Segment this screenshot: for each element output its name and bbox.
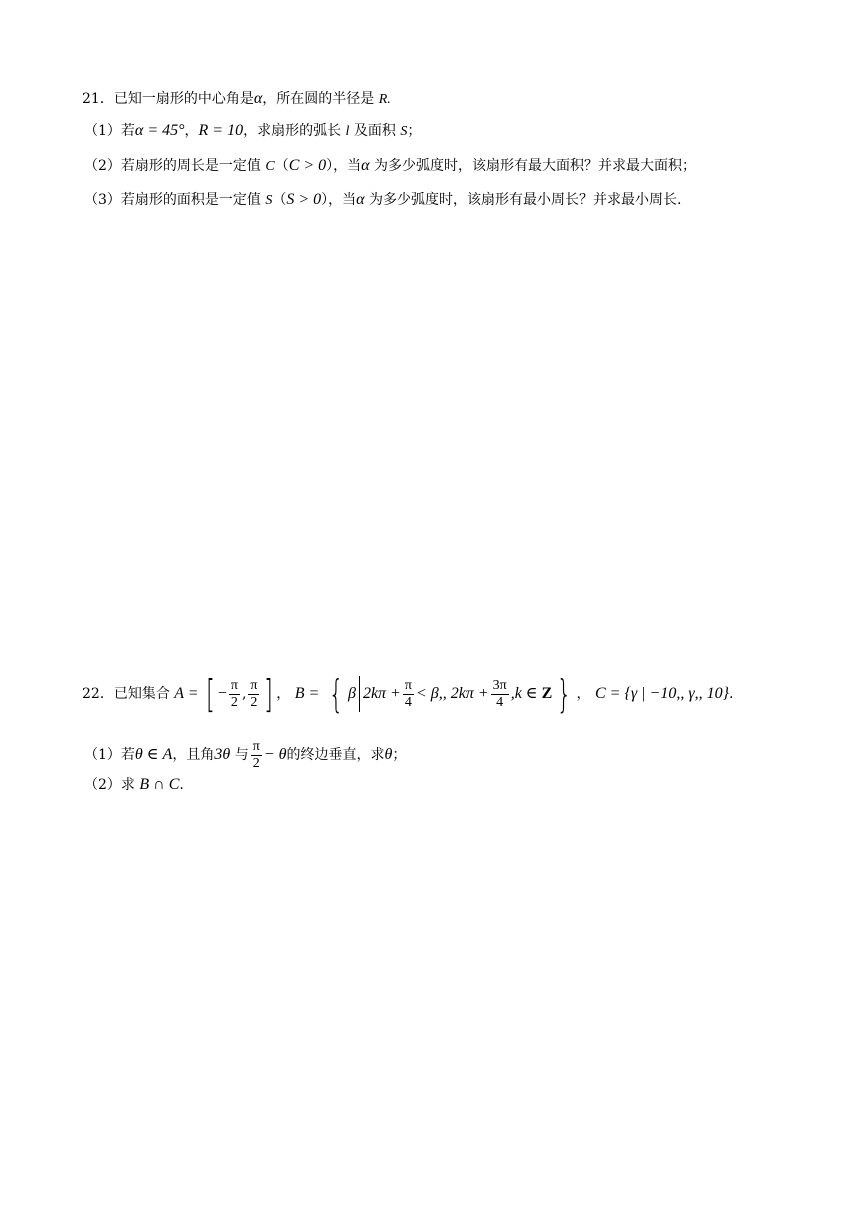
comma: , xyxy=(241,686,247,702)
denominator: 4 xyxy=(496,694,504,710)
part-text: 为多少弧度时，该扇形有最小周长？并求最小周长. xyxy=(364,192,682,208)
set-a-label: A = xyxy=(174,685,199,702)
integers-symbol: Z xyxy=(541,685,553,702)
part-text: ，当 xyxy=(333,158,362,174)
part-label: （2）若扇形的周长是一定值 xyxy=(84,158,266,174)
part-label: （2）求 xyxy=(84,777,140,793)
part-label: （1）若 xyxy=(84,123,135,139)
question-21-part-2 xyxy=(84,156,696,177)
minus-theta: − θ xyxy=(263,746,287,763)
three-theta: 3θ xyxy=(214,746,231,763)
part-text: ，当 xyxy=(328,192,357,208)
denominator: 2 xyxy=(252,755,260,771)
paren: ） xyxy=(321,192,329,208)
part-text: 为多少弧度时，该扇形有最大面积？并求最大面积； xyxy=(369,158,697,174)
separator: ， xyxy=(184,123,199,139)
question-22-title xyxy=(82,674,734,714)
question-21-text: 21．已知一扇形的中心角是 xyxy=(82,91,254,107)
area-condition: S > 0 xyxy=(286,191,322,208)
numerator: π xyxy=(230,677,238,693)
numerator: 3π xyxy=(492,677,507,693)
part-label: （1）若 xyxy=(84,747,135,763)
area-symbol: S xyxy=(265,193,273,208)
set-builder-bar xyxy=(359,676,360,712)
alpha-equation: α = 45° xyxy=(134,122,185,139)
perimeter-symbol: C xyxy=(265,159,275,174)
question-22-part-2 xyxy=(84,775,184,795)
alpha-symbol: α xyxy=(361,157,370,174)
numerator: π xyxy=(252,738,260,754)
part-label: （3）若扇形的面积是一定值 xyxy=(84,192,266,208)
set-c-definition: C = {γ | −10,, γ,, 10} xyxy=(594,685,730,702)
part-end: ； xyxy=(392,747,407,763)
set-b-label: B = xyxy=(294,685,320,702)
question-22-text: 22．已知集合 xyxy=(82,686,175,702)
denominator: 2 xyxy=(230,694,238,710)
neg-pi-over-2 xyxy=(229,678,240,711)
question-21-title xyxy=(82,89,391,110)
radius-symbol: R. xyxy=(378,92,391,107)
alpha-symbol: α xyxy=(253,90,263,107)
paren: （ xyxy=(274,158,289,174)
radius-equation: R = 10 xyxy=(198,122,244,139)
part-text: ，求扇形的弧长 xyxy=(243,123,346,139)
theta-in-a: θ ∈ A xyxy=(134,746,173,763)
theta-symbol: θ xyxy=(384,746,393,763)
b-lower-term: 2kπ + xyxy=(362,685,401,702)
question-21-text-tail: ，所在圆的半径是 xyxy=(262,91,379,107)
alpha-symbol: α xyxy=(356,191,365,208)
numerator: π xyxy=(404,677,412,693)
arc-length-symbol: l xyxy=(345,124,350,139)
denominator: 2 xyxy=(250,694,258,710)
pi-over-4 xyxy=(403,678,414,711)
numerator: π xyxy=(250,677,258,693)
right-bracket-icon: ] xyxy=(264,672,274,716)
question-21-part-3 xyxy=(84,190,681,211)
right-brace-icon: } xyxy=(557,672,572,716)
separator: ， xyxy=(576,686,591,702)
paren: ） xyxy=(326,158,334,174)
separator: ， xyxy=(276,686,291,702)
three-pi-over-4 xyxy=(491,678,509,711)
part-text: 的终边垂直，求 xyxy=(286,747,385,763)
part-text: 与 xyxy=(230,747,249,763)
period: . xyxy=(179,777,184,793)
b-intersect-c: B ∩ C xyxy=(139,776,180,793)
pi-over-2 xyxy=(248,678,259,711)
minus-sign: − xyxy=(217,685,227,702)
pi-over-2 xyxy=(251,739,262,772)
question-22-part-1 xyxy=(84,737,406,773)
perimeter-condition: C > 0 xyxy=(288,157,327,174)
part-text: 及面积 xyxy=(349,123,401,139)
left-bracket-icon: [ xyxy=(205,672,215,716)
question-21-part-1 xyxy=(84,121,421,142)
area-symbol: S xyxy=(400,124,408,139)
b-condition: ,k ∈ xyxy=(510,685,542,702)
paren: （ xyxy=(272,192,287,208)
left-brace-icon: { xyxy=(328,672,344,716)
part-end: ； xyxy=(407,123,422,139)
denominator: 4 xyxy=(404,694,412,710)
b-inequality: < β,, 2kπ + xyxy=(415,685,489,702)
period: . xyxy=(729,686,734,702)
part-text: ，且角 xyxy=(172,747,215,763)
beta-symbol: β xyxy=(347,685,356,702)
